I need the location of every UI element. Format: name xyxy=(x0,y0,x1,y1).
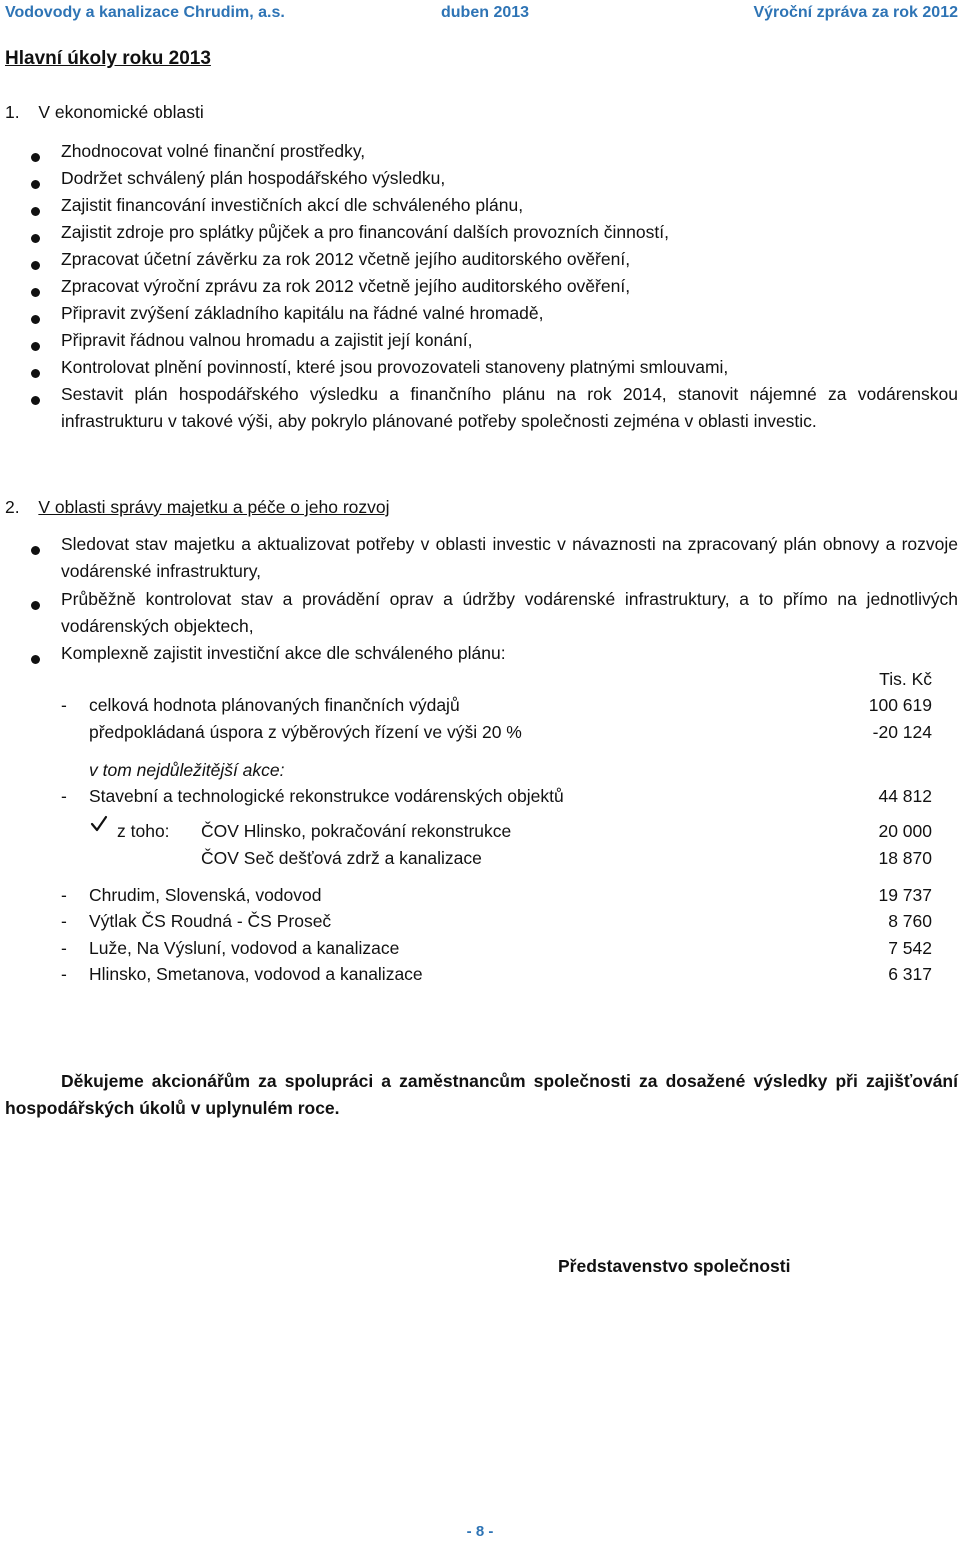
signature: Představenstvo společnosti xyxy=(558,1256,791,1276)
section-2-title: V oblasti správy majetku a péče o jeho rozvoj xyxy=(38,497,390,517)
bullet-icon xyxy=(31,315,40,324)
other-action-value: 7 542 xyxy=(888,938,932,958)
list-item: Sestavit plán hospodářského výsledku a finančního plánu na rok 2014, stanovit nájemné za vodárenskou infrastrukturu v takové výši, aby pokrylo plánované potřeby společnosti zejména v oblasti investic. xyxy=(61,384,958,431)
savings-value: -20 124 xyxy=(872,722,932,742)
list-item: Zajistit zdroje pro splátky půjček a pro financování dalších provozních činností, xyxy=(61,222,669,242)
bullet-icon xyxy=(31,234,40,243)
other-action-value: 8 760 xyxy=(888,911,932,931)
list-item: Připravit zvýšení základního kapitálu na řádné valné hromadě, xyxy=(61,303,544,323)
other-action-label: Výtlak ČS Roudná - ČS Proseč xyxy=(89,911,332,931)
of-which-label: z toho: xyxy=(117,821,170,841)
bullet-icon xyxy=(31,207,40,216)
bullet-icon xyxy=(31,342,40,351)
closing-paragraph: Děkujeme akcionářům za spolupráci a zaměstnancům společnosti za dosažené výsledky při zajišťování hospodářských úkolů v uplynulém roce. xyxy=(5,1071,958,1118)
other-action-label: Luže, Na Výsluní, vodovod a kanalizace xyxy=(89,938,400,958)
page-title: Hlavní úkoly roku 2013 xyxy=(5,48,211,69)
bullet-icon xyxy=(31,601,40,610)
list-item: Zajistit financování investičních akcí dle schváleného plánu, xyxy=(61,195,524,215)
unit-label: Tis. Kč xyxy=(879,669,932,689)
section-1-number: 1. xyxy=(5,102,20,122)
header-company: Vodovody a kanalizace Chrudim, a.s. xyxy=(5,4,285,21)
list-item: Zhodnocovat volné finanční prostředky, xyxy=(61,141,366,161)
check-icon xyxy=(90,815,108,833)
bullet-icon xyxy=(31,261,40,270)
dash-marker: - xyxy=(61,964,67,984)
sub-action-value: 20 000 xyxy=(878,821,932,841)
other-action-label: Hlinsko, Smetanova, vodovod a kanalizace xyxy=(89,964,423,984)
bullet-icon xyxy=(31,546,40,555)
other-action-value: 19 737 xyxy=(878,885,932,905)
dash-marker: - xyxy=(61,911,67,931)
bullet-icon xyxy=(31,153,40,162)
total-label: celková hodnota plánovaných finančních výdajů xyxy=(89,695,460,715)
main-action-label: Stavební a technologické rekonstrukce vodárenských objektů xyxy=(89,786,564,806)
bullet-icon xyxy=(31,655,40,664)
list-item: Sledovat stav majetku a aktualizovat potřeby v oblasti investic v návaznosti na zpracovaný plán obnovy a rozvoje vodárenské infrastruktury, xyxy=(61,534,958,581)
section-2-heading xyxy=(5,497,390,518)
header-report: Výroční zpráva za rok 2012 xyxy=(753,4,958,21)
bullet-icon xyxy=(31,369,40,378)
other-action-label: Chrudim, Slovenská, vodovod xyxy=(89,885,322,905)
key-actions-heading xyxy=(89,760,285,781)
list-item: Připravit řádnou valnou hromadu a zajistit její konání, xyxy=(61,330,473,350)
list-item: Průběžně kontrolovat stav a provádění oprav a údržby vodárenské infrastruktury, a to přímo na jednotlivých vodárenských objektech, xyxy=(61,589,958,636)
main-action-value: 44 812 xyxy=(878,786,932,806)
dash-marker: - xyxy=(61,938,67,958)
section-1-heading xyxy=(5,102,204,123)
bullet-icon xyxy=(31,288,40,297)
header-date: duben 2013 xyxy=(441,4,530,21)
bullet-icon xyxy=(31,180,40,189)
sub-action-value: 18 870 xyxy=(878,848,932,868)
page-number: - 8 - xyxy=(466,1523,494,1540)
section-1-title: V ekonomické oblasti xyxy=(38,102,204,122)
total-value: 100 619 xyxy=(868,695,932,715)
list-item: Zpracovat výroční zprávu za rok 2012 včetně jejího auditorského ověření, xyxy=(61,276,631,296)
key-actions-text: v tom nejdůležitější akce: xyxy=(89,760,285,780)
dash-marker: - xyxy=(61,885,67,905)
sub-action-label: ČOV Seč dešťová zdrž a kanalizace xyxy=(201,848,482,868)
dash-marker: - xyxy=(61,786,67,806)
savings-label: předpokládaná úspora z výběrových řízení ve výši 20 % xyxy=(89,722,522,742)
other-action-value: 6 317 xyxy=(888,964,932,984)
bullet-icon xyxy=(31,396,40,405)
dash-marker: - xyxy=(61,695,67,715)
section-2-number: 2. xyxy=(5,497,20,517)
sub-action-label: ČOV Hlinsko, pokračování rekonstrukce xyxy=(201,821,512,841)
list-item: Dodržet schválený plán hospodářského výsledku, xyxy=(61,168,446,188)
list-item: Zpracovat účetní závěrku za rok 2012 včetně jejího auditorského ověření, xyxy=(61,249,631,269)
list-item: Kontrolovat plnění povinností, které jsou provozovateli stanoveny platnými smlouvami, xyxy=(61,357,729,377)
list-item: Komplexně zajistit investiční akce dle schváleného plánu: xyxy=(61,643,506,663)
